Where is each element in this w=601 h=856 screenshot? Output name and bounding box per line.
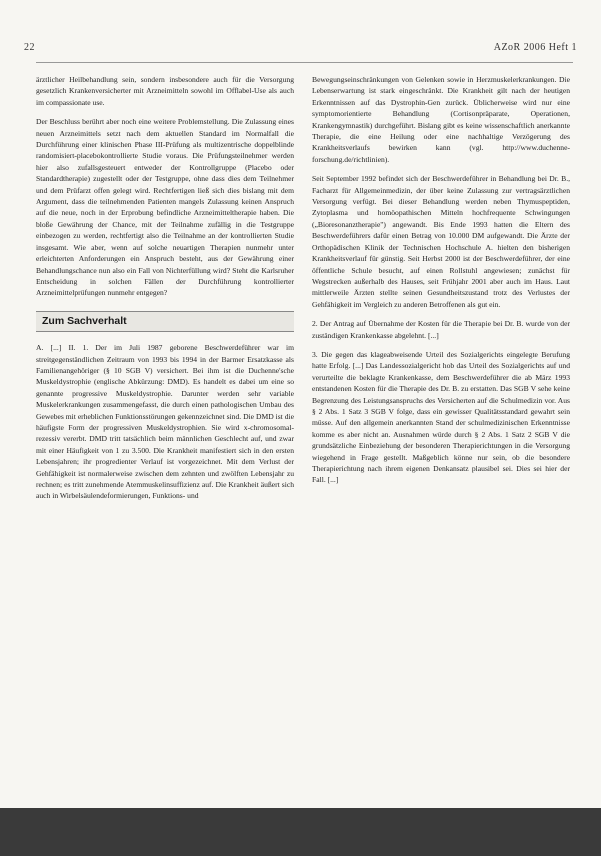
right-column (312, 74, 570, 494)
paragraph: Bewegungseinschränkungen von Gelenken sowie in Herzmuskelerkrankungen. Die Lebenserwartung ist stark eingeschränkt. Die Krankheit gilt nach der heutigen Erkenntnissen auf das Dystrophin-Gen zurück. Üblicherweise wird nur eine symptomorientierte Behandlung (Cortisonpräparate, Operationen, Krankengymnastik) durchgeführt. Bislang gibt es keine wissenschaftlich anerkannte Therapie, die eine Heilung oder eine nachhaltige Verzögerung des Krankheitsverlaufs bewirken kann (vgl. http://www.duchenne-forschung.de/richtlinien). (312, 75, 570, 164)
paragraph: ärztlicher Heilbehandlung sein, sondern insbesondere auch für die Versorgung gesetzlich Krankenversicherter mit Arzneimitteln sowohl im Offlabel-Use als auch im compassionate use. (36, 75, 294, 107)
scan-border (0, 808, 601, 856)
paragraph: Der Beschluss berührt aber noch eine weitere Problemstellung. Die Zulassung eines neuen Arzneimittels setzt nach dem aktuellen Standard im Normalfall die Durchführung einer klinischen Phase III-Prüfung als multizentrische doppelblinde randomisiert-placebokontrollierte Studie voraus. Die Prüfungsteilnehmer werden hier also zufallsgesteuert entweder der Kontrollgruppe (Placebo oder Standardtherapie) zugestellt oder der Testgruppe, ohne dass dies dem Teilnehmer und dem Prüfarzt offen gelegt wird. Rechtfertigen ließ sich dies bislang mit dem Argument, dass die teilnehmenden Patienten mangels Zulassung keinen Anspruch auf die neue, noch in der Erprobung befindliche Arzneimitteltherapie haben. Die bloße Gewährung der Chance, mit der Teilnahme zufällig in die Testgruppe einbezogen zu werden, rechtfertigt also die Teilnahme an der kontrollierten Studie insgesamt. Wie aber, wenn auf solche neuartigen Therapien nunmehr unter erleichterten Anforderungen ein Anspruch besteht, aus der Gewährung einer Behandlungschance nun also ein Fall von Nichterfüllung wird? Steht die Karlsruher Entscheidung in solchen Fällen der Durchführung kontrollierter Arzneimittelprüfungen nunmehr entgegen? (36, 117, 294, 298)
paragraph: Seit September 1992 befindet sich der Beschwerdeführer in Behandlung bei Dr. B., Facharzt für Allgemeinmedizin, der über keine Zulassung zur vertragsärztlichen Versorgung verfügt. Bei dieser Behandlung werden neben Thymuspeptiden, Zytoplasma und homöopathischen Mitteln hochfrequente Schwingungen („Bioresonanztherapie") angewandt. Bis Ende 1993 hatten die Eltern des Beschwerdeführers dafür einen Betrag von 10.000 DM aufgewandt. Die Ärzte der Orthopädischen Klinik der Technischen Hochschule A. hielten den bisherigen Krankheitsverlauf für günstig. Seit Herbst 2000 ist der Beschwerdeführer, der eine öffentliche Schule besucht, auf einen Rollstuhl angewiesen; zunächst für Wegstrecken außerhalb des Hauses, seit Frühjahr 2001 aber auch im Haus. Laut mittlerweile Ärzten stellte seinen Gesundheitszustand trotz des Verlustes der Gehfähigkeit im Vergleich zu anderen Betroffenen als gut ein. (312, 174, 570, 309)
paragraph: 2. Der Antrag auf Übernahme der Kosten für die Therapie bei Dr. B. wurde von der zuständigen Krankenkasse abgelehnt. [...] (312, 319, 570, 340)
journal-reference: AZoR 2006 Heft 1 (493, 42, 577, 53)
page-number: 22 (24, 42, 35, 53)
paragraph: 3. Die gegen das klageabweisende Urteil des Sozialgerichts eingelegte Berufung hatte Erfolg. [...] Das Landessozialgericht hob das Urteil des Sozialgerichts auf und verurteilte die beklagte Krankenkasse, dem Beschwerdeführer die ab März 1993 entstandenen Kosten für die Therapie des Dr. B. zu erstatten. Das SGB V sehe keine Begrenzung des Leistungsanspruchs des Versicherten auf die Schulmedizin vor. Aus § 2 Abs. 1 Satz 3 SGB V folge, dass ein gewisser Qualitätsstandard gewahrt sein müsse. Auf den allgemein anerkannten Stand der schulmedizinischen Erkenntnisse komme es aber nicht an. Ausnahmen würde durch § 2 Abs. 1 Satz 2 SGB V die grundsätzliche Einbeziehung der besonderen Therapierichtungen in die Versorgung wiegehend in Frage gestellt. Maßgeblich könne nur sein, ob die besondere Therapierichtung nach ihrem eigenen Denkansatz plausibel sei. Dies sei hier der Fall. [...] (312, 349, 570, 485)
page-header (24, 42, 577, 56)
left-column (36, 74, 294, 510)
section-heading: Zum Sachverhalt (36, 311, 294, 332)
header-divider (36, 62, 573, 63)
paragraph: A. [...] II. 1. Der im Juli 1987 geborene Beschwerdeführer war im streitgegenständlichen Zeitraum von 1993 bis 1994 in der Barmer Ersatzkasse als Familienangehöriger (§ 10 SGB V) versichert. Bei ihm ist die Duchenne'sche Muskeldystrophie (englische Abkürzung: DMD). Es handelt es dabei um eine so genannte progressive Muskeldystrophie. Darunter werden sehr variable Muskelerkrankungen zusammengefasst, die durch einen pathologischen Umbau des Gewebes mit erheblichen Funktionsstörungen gekennzeichnet sind. Die DMD ist die häufigste Form der progressiven Muskeldystrophien. Sie wird x-chromosomal-rezessiv vererbt. DMD tritt tatsächlich beim männlichen Geschlecht auf, und zwar mit einer Häufigkeit von 1 zu 3.500. Die Krankheit manifestiert sich in den ersten Lebensjahren; ihr progredienter Verlauf ist vorgezeichnet. Mit dem Verlust der Gehfähigkeit ist normalerweise zwischen dem zehnten und zwölften Lebensjahr zu rechnen; es tritt zunehmende Atemmuskelinsuffizienz auf. Die Krankheit äußert sich auch in Wirbelsäulendeformierungen, Funktions- und (36, 343, 294, 501)
